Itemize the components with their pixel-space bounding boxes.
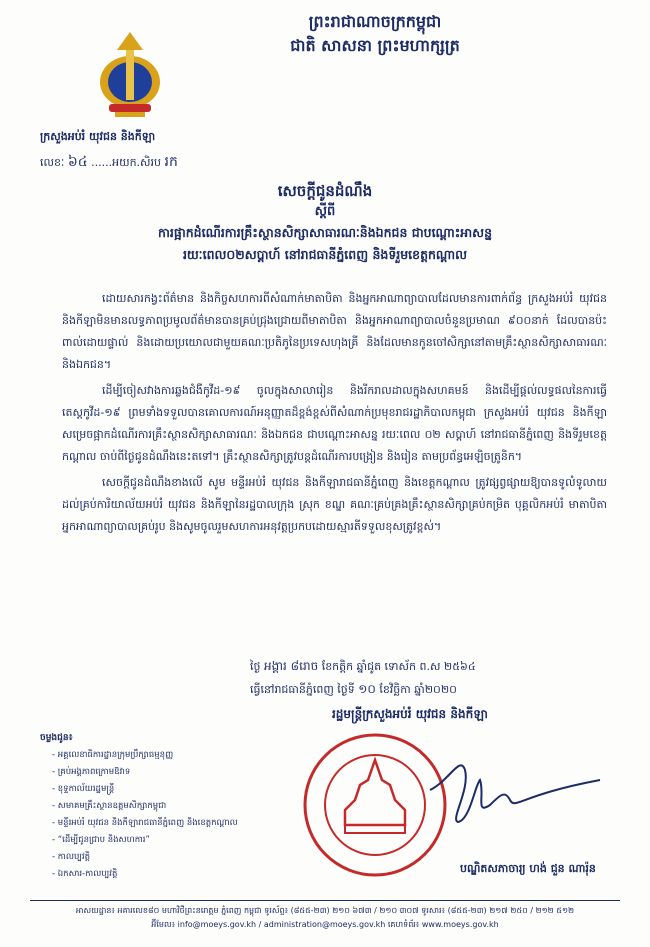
ministry-name: ក្រសួងអប់រំ យុវជន និងកីឡា: [40, 130, 156, 143]
reference-number: [40, 152, 178, 173]
signature-icon: [420, 750, 620, 830]
lunar-hand: អង្គារ ៨រោច: [263, 659, 319, 673]
lunar-rest: ខែកត្តិក ឆ្នាំជូត ទោស័ក ព.ស ២៥៦៤: [321, 660, 476, 673]
day-hand: ១០: [358, 682, 376, 696]
title-line-3: ការផ្អាកដំណើរការគ្រឹះស្ថានសិក្សាសាធារណៈនិងឯកជន ជាបណ្តោះអាសន្ន: [157, 225, 493, 240]
lunar-prefix: ថ្ងៃ: [250, 660, 261, 673]
place-date-prefix: ធ្វើនៅរាជធានីភ្នំពេញ ថ្ងៃទី: [250, 683, 355, 696]
recipient-item: - មន្ទីរអប់រំ យុវជន និងកីឡារាជធានីភ្នំពេញ និងខេត្តកណ្តាល: [52, 815, 300, 832]
place-date-suffix: ខែវិច្ឆិកា ឆ្នាំ២០២០: [379, 683, 457, 696]
recipient-item: - អគ្គលេខាធិការដ្ឋានក្រុមប្រឹក្សាធម្មនុញ្ញ: [52, 747, 300, 764]
kingdom-header: [210, 10, 540, 58]
recipients-list: [40, 747, 300, 883]
notice-body: [62, 288, 607, 542]
recipient-item: - ខុទ្ទកាល័យរដ្ឋមន្ត្រី: [52, 781, 300, 798]
footer-line-2: អ៊ីមែល៖ info@moeys.gov.kh / administration@moeys.gov.kh គេហទំព័រ៖ www.moeys.gov.kh: [151, 920, 499, 929]
ref-suffix: ......អយក.សិរប: [91, 156, 162, 169]
kingdom-line-2: ជាតិ សាសនា ព្រះមហាក្សត្រ: [290, 36, 460, 55]
minister-title: រដ្ឋមន្ត្រីក្រសួងអប់រំ យុវជន និងកីឡា: [332, 707, 488, 721]
body-paragraph-3: សេចក្តីជូនដំណឹងខាងលើ សូម មន្ទីរអប់រំ យុវជន និងកីឡារាជធានីភ្នំពេញ និងខេត្តកណ្តាល ត្រូវផ្សព្វផ្សាយឱ្យបានទូលំទូលាយដល់គ្រប់ការិយាល័យអប់រំ យុវជន និងកីឡានៃរដ្ឋបាលក្រុង ស្រុក ខណ្ឌ គណៈគ្រប់គ្រងគ្រឹះស្ថានសិក្សាគ្រប់កម្រិត បុគ្គលិកអប់រំ មាតាបិតា អ្នកអាណាព្យាបាលគ្រប់រូប និងសូមចូលរួមសហការអនុវត្តប្រកបដោយស្មារតីទទួលខុសត្រូវខ្ពស់។: [62, 476, 607, 533]
kingdom-line-1: ព្រះរាជាណាចក្រកម្ពុជា: [308, 12, 442, 31]
title-line-1: សេចក្តីជូនដំណឹង: [277, 182, 373, 200]
body-paragraph-1: ដោយសារកង្វះព័ត៌មាន និងកិច្ចសហការពីសំណាក់មាតាបិតា និងអ្នកអាណាព្យាបាលដែលមានការពាក់ព័ន្ធ ក្រសួងអប់រំ យុវជន និងកីឡាមិនមានលទ្ធភាពប្រមូលព័ត៌មានបានគ្រប់ជ្រុងជ្រោយពីមាតាបិតា និងអ្នកអាណាព្យាបាលចំនួនប្រមាណ ៩០០នាក់ ដែលបានប៉ះពាល់ដោយផ្ទាល់ និងដោយប្រយោលជាមួយគណៈប្រតិភូនៃប្រទេសហុងគ្រី និងដែលមានកូនចៅសិក្សានៅតាមគ្រឹះស្ថានសិក្សាសាធារណៈនិងឯកជន។: [62, 292, 607, 371]
title-line-2: ស្តីពី: [314, 204, 336, 219]
ref-hand-suffix: រក: [164, 154, 178, 170]
recipient-item: - ឯកសារ-កាលប្បវត្តិ: [52, 866, 300, 883]
recipient-item: - សមាគមគ្រឹះស្ថានឧត្តមសិក្សាកម្ពុជា: [52, 798, 300, 815]
place-date: [250, 678, 610, 701]
signer-name: បណ្ឌិតសភាចារ្យ ហង់ ជួន ណារ៉ុន: [460, 862, 596, 875]
copy-recipients: [40, 730, 300, 883]
footer-line-1: អាសយដ្ឋាន៖ អគារលេខ៨០ មហាវិថីព្រះនរោត្តម ភ្នំពេញ កម្ពុជា ទូរស័ព្ទ៖ (៨៥៥-២៣) ២១០ ៦៧៣ / ២១០ ៣០៧ ទូរសារ៖ (៨៥៥-២៣) ២១៧ ២៥០ / ២១២ ៥១២: [75, 906, 575, 915]
dateline: [250, 655, 610, 701]
notice-title: [90, 180, 560, 266]
ref-number: ៦៤: [67, 154, 88, 170]
title-line-4: រយៈពេល០២សប្តាហ៍ នៅរាជធានីភ្នំពេញ និងទីរួមខេត្តកណ្តាល: [182, 247, 468, 262]
recipient-item: - “ដើម្បីជូនជ្រាប និងសហការ”: [52, 832, 300, 849]
body-paragraph-2: ដើម្បីចៀសវាងការឆ្លងជំងឺកូវីដ-១៩ ចូលក្នុងសាលារៀន និងរីករាលដាលក្នុងសហគមន៍ និងដើម្បីផ្តល់លទ្ធផលនៃការធ្វើតេស្តកូវីដ-១៩ ព្រមទាំងទទួលបានគោលការណ៍អនុញ្ញាតដ៏ខ្ពង់ខ្ពស់ពីសំណាក់ប្រមុខរាជរដ្ឋាភិបាលកម្ពុជា ក្រសួងអប់រំ យុវជន និងកីឡាសម្រេចផ្អាកដំណើរការគ្រឹះស្ថានសិក្សាសាធារណៈ និងឯកជន ជាបណ្តោះអាសន្ន រយៈពេល ០២ សប្តាហ៍ នៅរាជធានីភ្នំពេញ និងទីរួមខេត្តកណ្តាល ចាប់ពីថ្ងៃជូនដំណឹងនេះតទៅ។ គ្រឹះស្ថានសិក្សាត្រូវបន្តដំណើរការបង្រៀន និងរៀន តាមប្រព័ន្ធអេឡិចត្រូនិក។: [62, 384, 607, 463]
footer-address: [30, 904, 620, 932]
royal-emblem-icon: [95, 30, 165, 120]
footer-divider: [30, 900, 620, 901]
recipients-heading: ចម្លងជូន៖: [40, 733, 73, 743]
lunar-date: [250, 655, 610, 678]
recipient-item: - កាលប្បវត្តិ: [52, 849, 300, 866]
recipient-item: - គ្រប់អង្គភាពក្រោមឱវាទ: [52, 764, 300, 781]
ref-label: លេខៈ: [40, 156, 65, 169]
